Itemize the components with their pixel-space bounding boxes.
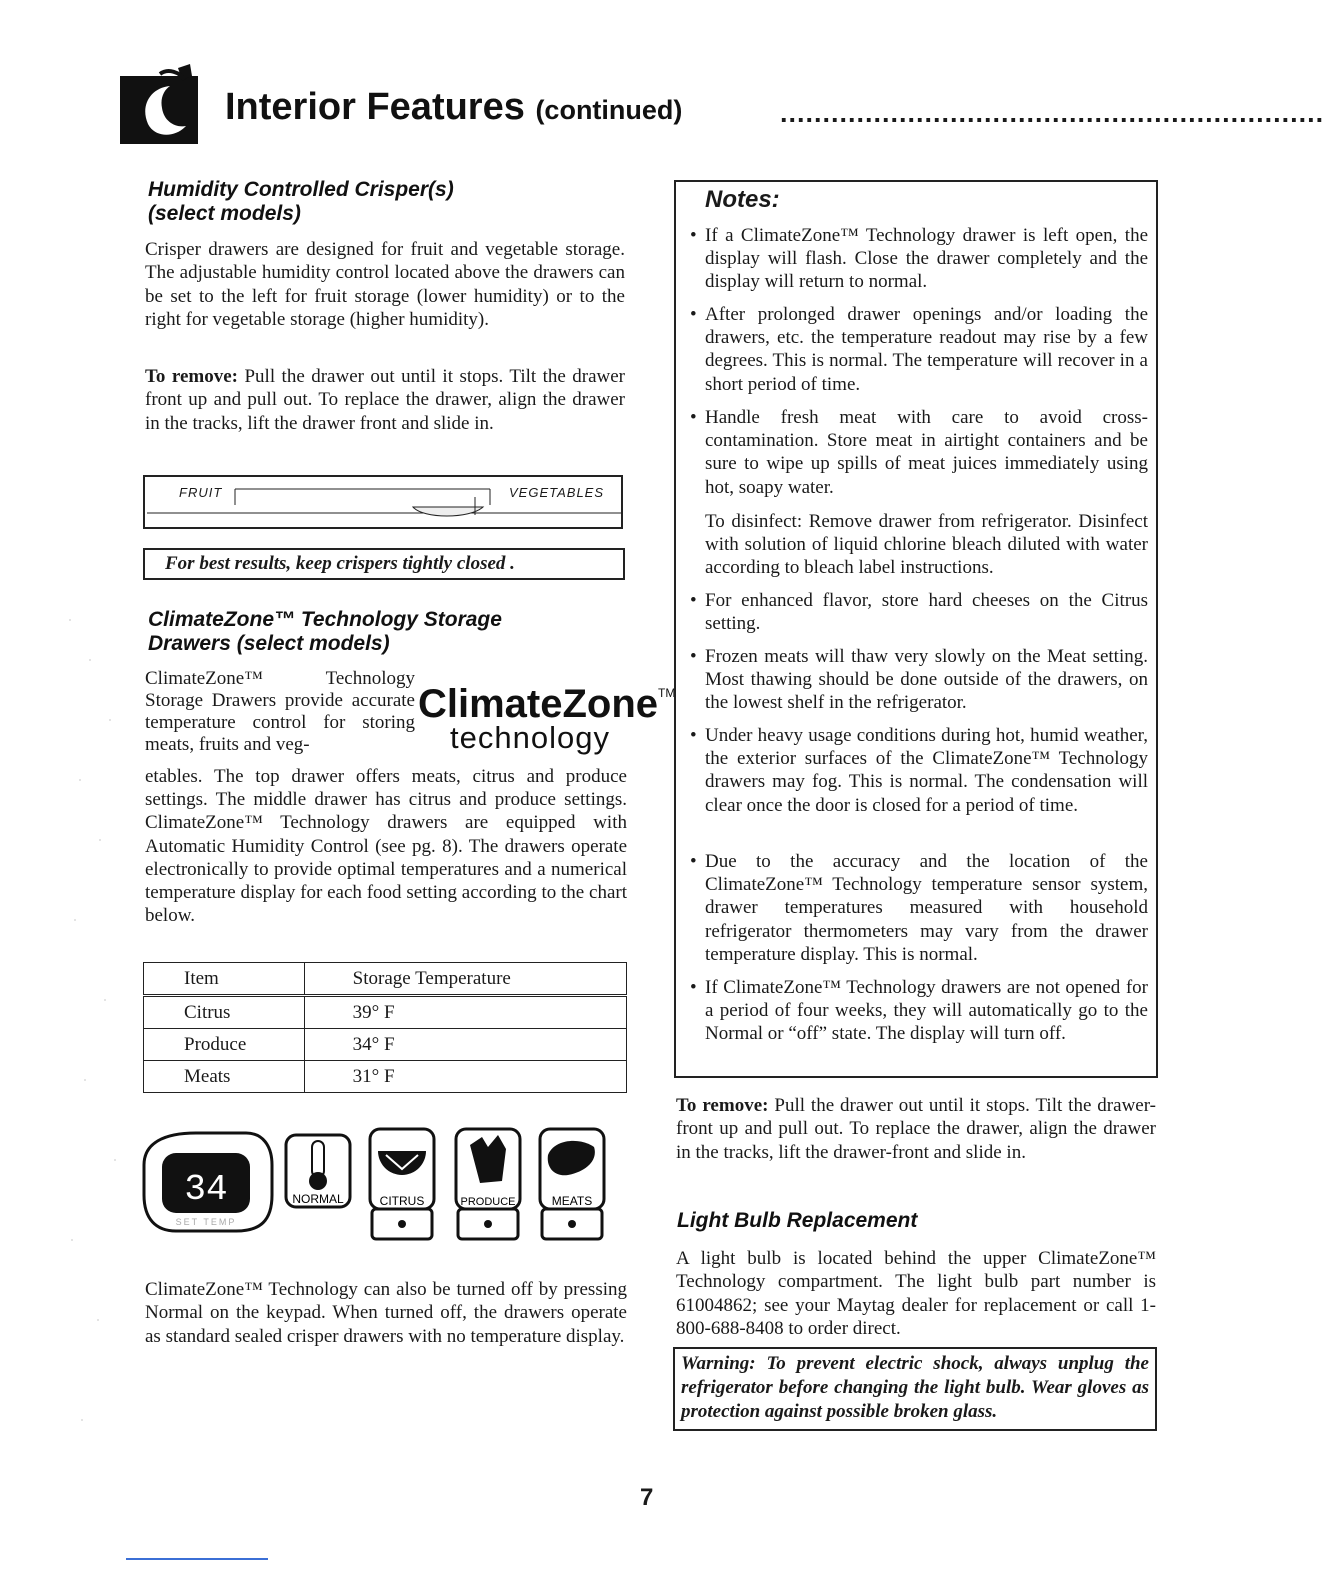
drawer-remove-paragraph: [676, 1094, 1156, 1164]
table-header-item: Item: [144, 963, 305, 996]
climatezone-intro: ClimateZone™ Technology Storage Drawers provide accurate temperature control for storing meats, fruits and veg-: [145, 668, 415, 755]
thermometer-bulb-icon: [309, 1172, 327, 1190]
notes-title: Notes:: [705, 186, 780, 213]
climatezone-logo-main: ClimateZone: [418, 682, 659, 726]
disinfect-note: To disinfect: Remove drawer from refrigerator. Disinfect with solution of liquid chlorine bleach diluted with water according to bleach label instructions.: [705, 511, 1148, 579]
table-cell-temp: 31° F: [304, 1061, 626, 1093]
slider-label-fruit: FRUIT: [179, 485, 223, 500]
table-row: [144, 1029, 627, 1061]
table-row: [144, 1061, 627, 1093]
note-item: [690, 976, 1148, 1046]
drawer-remove-text: Pull the drawer out until it stops. Tilt the drawer-front up and pull out. To replace the drawer, align the drawer in the tracks, lift the drawer-front and slide in.: [676, 1095, 1156, 1163]
keypad-citrus-label: CITRUS: [379, 1194, 425, 1208]
title-leader-dots: ................................................................: [780, 98, 1324, 128]
note-item: [690, 589, 1148, 635]
note-item: [690, 406, 1148, 499]
light-bulb-paragraph: A light bulb is located behind the upper ClimateZone™ Technology compartment. The light bulb part number is 61004862; see your Maytag dealer for replacement or call 1-800-688-8408 to order direct.: [676, 1248, 1156, 1340]
table-row: [144, 996, 627, 1029]
humidity-slider-diagram: [143, 475, 623, 529]
crisper-heading-line1: Humidity Controlled Crisper(s): [148, 178, 454, 201]
note-text: Due to the accuracy and the location of the ClimateZone™ Technology temperature sensor system, drawer temperatures measured with household refrigerator thermometers may vary from the drawer temperature display. This is normal.: [705, 851, 1148, 965]
climatezone-logo-sub: technology: [450, 720, 610, 755]
crisper-paragraph: Crisper drawers are designed for fruit and vegetable storage. The adjustable humidity control located above the drawers can be set to the left for fruit storage (lower humidity) or to the right for vegetable storage (higher humidity).: [145, 239, 625, 331]
keypad-produce-label: PRODUCE: [460, 1196, 516, 1208]
climatezone-off-paragraph: ClimateZone™ Technology can also be turned off by pressing Normal on the keypad. When turned off, the drawers operate as standard sealed crisper drawers with no temperature display.: [145, 1279, 627, 1347]
bullet: •: [690, 725, 697, 746]
note-item: [690, 303, 1148, 396]
table-cell-temp: 34° F: [304, 1029, 626, 1061]
keypad-display-value: 34: [184, 1169, 228, 1210]
keypad-meats-label: MEATS: [551, 1194, 593, 1208]
table-header-temp: Storage Temperature: [304, 963, 626, 996]
page-title: [225, 86, 682, 129]
warning-box: Warning: To prevent electric shock, always unplug the refrigerator before changing the light bulb. Wear gloves as protection against possible broken glass.: [673, 1347, 1157, 1431]
keypad-display-sub: SET TEMP: [175, 1217, 237, 1227]
note-item: [690, 224, 1148, 294]
table-header-row: [144, 963, 627, 996]
crisper-remove-text: Pull the drawer out until it stops. Tilt the drawer front up and pull out. To replace the drawer, align the drawer in the tracks, lift the drawer front and slide in.: [145, 366, 626, 434]
bullet: •: [690, 225, 697, 246]
page-title-suffix: (continued): [535, 95, 683, 125]
note-text: After prolonged drawer openings and/or loading the drawers, etc. the temperature readout may rise by a few degrees. This is normal. The temperature will recover in a short period of time.: [705, 304, 1148, 395]
meats-indicator-dot-icon: [568, 1220, 576, 1228]
note-text: Frozen meats will thaw very slowly on the Meat setting. Most thawing should be done outside of the drawers, on the lowest shelf in the refrigerator.: [705, 646, 1148, 714]
note-item: [690, 850, 1148, 966]
note-item: [690, 724, 1148, 817]
note-text: If ClimateZone™ Technology drawers are not opened for a period of four weeks, they will automatically go to the Normal or “off” state. The display will turn off.: [705, 977, 1148, 1045]
slider-label-vegetables: VEGETABLES: [509, 485, 605, 500]
crisper-remove-label: To remove:: [145, 366, 238, 387]
maytag-logo-icon: [120, 66, 198, 144]
page-title-main: Interior Features: [225, 86, 525, 128]
note-text: Handle fresh meat with care to avoid cross-contamination. Store meat in airtight containers and be sure to wipe up spills of meat juices immediately using hot, soapy water.: [705, 407, 1148, 498]
crisper-remove-paragraph: [145, 365, 625, 435]
crisper-heading: [148, 178, 628, 226]
citrus-indicator-dot-icon: [398, 1220, 406, 1228]
bullet: •: [690, 977, 697, 998]
storage-temperature-table: [143, 962, 627, 1093]
bullet: •: [690, 590, 697, 611]
keypad-normal-label: NORMAL: [292, 1192, 344, 1206]
thermometer-icon: [312, 1141, 324, 1177]
note-text: Under heavy usage conditions during hot, humid weather, the exterior surfaces of the ClimateZone™ Technology drawers may fog. This is normal. The condensation will clear once the door is closed for a period of time.: [705, 725, 1148, 816]
note-item: [690, 645, 1148, 715]
bullet: •: [690, 407, 697, 428]
note-text: If a ClimateZone™ Technology drawer is left open, the display will flash. Close the drawer completely and the display will return to normal.: [705, 225, 1148, 293]
crisper-tip-box: For best results, keep crispers tightly closed .: [143, 548, 625, 580]
climatezone-heading-line1: ClimateZone™ Technology Storage: [148, 608, 502, 631]
crisper-heading-line2: (select models): [148, 202, 301, 225]
scan-speckle-decoration: [60, 600, 130, 1500]
climatezone-heading-line2: Drawers (select models): [148, 632, 390, 655]
climatezone-paragraph: etables. The top drawer offers meats, citrus and produce settings. The middle drawer has citrus and produce settings. ClimateZone™ Technology drawers are equipped with Automatic Humidity Control (see pg. 8). The drawers operate electronically to provide optimal temperatures and a numerical temperature display for each food setting according to the chart below.: [145, 766, 627, 927]
note-text: For enhanced flavor, store hard cheeses on the Citrus setting.: [705, 590, 1148, 635]
bullet: •: [690, 304, 697, 325]
climatezone-heading: [148, 608, 628, 656]
table-cell-item: Citrus: [144, 996, 305, 1029]
footer-rule: [126, 1558, 268, 1560]
table-cell-temp: 39° F: [304, 996, 626, 1029]
table-cell-item: Produce: [144, 1029, 305, 1061]
drawer-remove-label: To remove:: [676, 1095, 769, 1116]
produce-indicator-dot-icon: [484, 1220, 492, 1228]
climatezone-logo-tm: TM: [658, 686, 676, 700]
light-bulb-heading: Light Bulb Replacement: [677, 1209, 918, 1232]
bullet: •: [690, 646, 697, 667]
table-cell-item: Meats: [144, 1061, 305, 1093]
bullet: •: [690, 851, 697, 872]
climatezone-keypad-diagram: [136, 1125, 626, 1245]
page-number: 7: [640, 1484, 654, 1511]
